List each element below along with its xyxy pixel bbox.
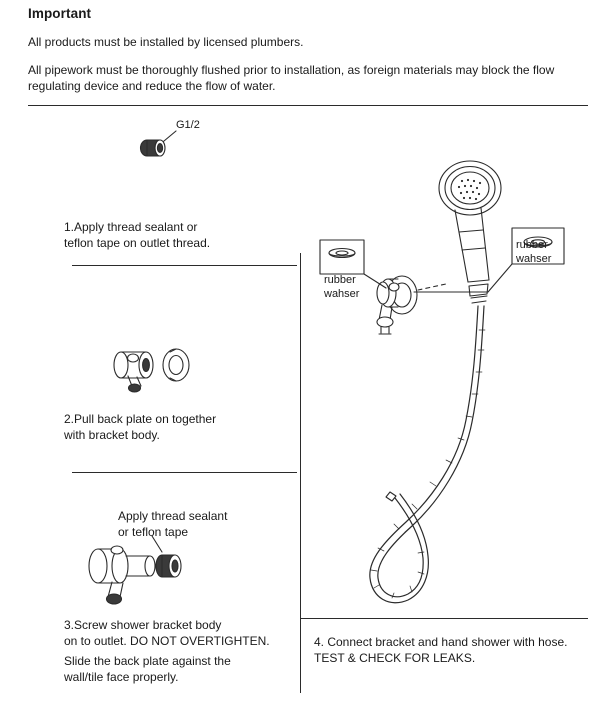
page-title: Important: [28, 6, 92, 21]
figure-assembly: [320, 161, 564, 603]
label-rubber-washer-right: rubber wahser: [516, 239, 552, 266]
step-3-note-text: Slide the back plate against the wall/tile face properly.: [64, 654, 231, 685]
header-paragraph-2: All pipework must be thoroughly flushed prior to installation, as foreign materials may block the flow regulating device and reduce the flow of water.: [28, 62, 555, 93]
figure-outlet-nipple: [141, 131, 177, 156]
figure-bracket-and-plate: [114, 349, 189, 392]
step-3-text: 3.Screw shower bracket body on to outlet. DO NOT OVERTIGHTEN.: [64, 618, 270, 649]
label-thread-size: G1/2: [176, 119, 200, 131]
header-paragraph-1: All products must be installed by licensed plumbers.: [28, 35, 304, 49]
label-rubber-washer-left: rubber wahser: [324, 274, 360, 301]
step-2-text: 2.Pull back plate on together with bracket body.: [64, 412, 217, 443]
step-1-text: 1.Apply thread sealant or teflon tape on outlet thread.: [64, 220, 211, 251]
label-apply-sealant: Apply thread sealant or teflon tape: [118, 509, 228, 540]
step-4-text: 4. Connect bracket and hand shower with hose. TEST & CHECK FOR LEAKS.: [314, 635, 568, 666]
figure-screw-bracket: [89, 536, 181, 604]
